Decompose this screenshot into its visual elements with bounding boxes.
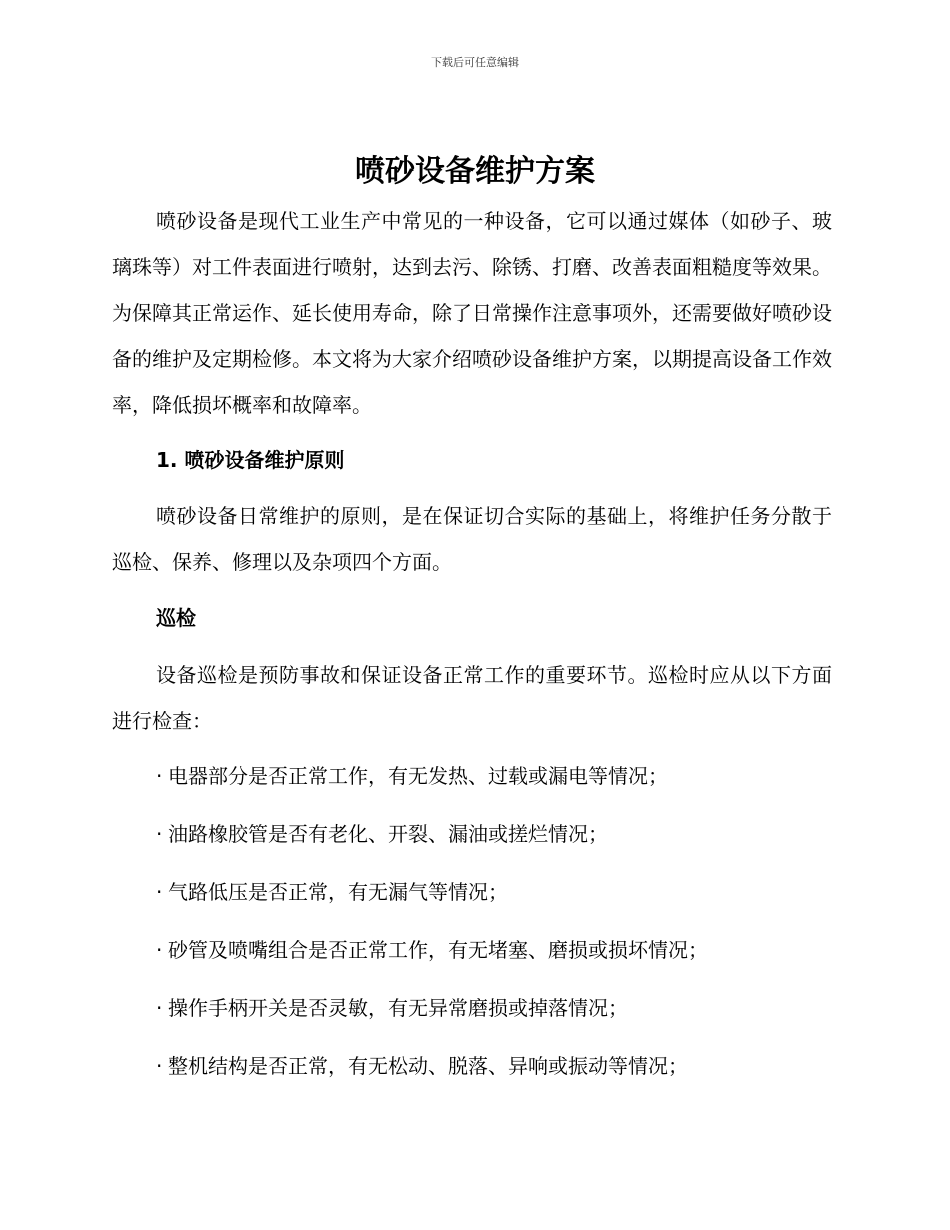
- list-item-text: 油路橡胶管是否有老化、开裂、漏油或搓烂情况；: [168, 822, 608, 846]
- bullet-marker: ·: [156, 880, 163, 904]
- list-item: [156, 819, 836, 849]
- section-heading-principles: 1. 喷砂设备维护原则: [156, 448, 345, 472]
- list-item-text: 整机结构是否正常，有无松动、脱落、异响或振动等情况；: [168, 1054, 688, 1078]
- list-item-text: 电器部分是否正常工作，有无发热、过载或漏电等情况；: [168, 764, 668, 788]
- principles-paragraph: 喷砂设备日常维护的原则，是在保证切合实际的基础上，将维护任务分散于巡检、保养、修理以及杂项四个方面。: [112, 504, 832, 574]
- inspection-paragraph: 设备巡检是预防事故和保证设备正常工作的重要环节。巡检时应从以下方面进行检查：: [112, 663, 832, 733]
- section-heading-inspection: 巡检: [156, 606, 196, 630]
- list-item-text: 砂管及喷嘴组合是否正常工作，有无堵塞、磨损或损坏情况；: [168, 938, 708, 962]
- bullet-marker: ·: [156, 1054, 163, 1078]
- list-item-text: 气路低压是否正常，有无漏气等情况；: [168, 880, 508, 904]
- list-item: [156, 761, 836, 791]
- bullet-marker: ·: [156, 764, 163, 788]
- list-item: [156, 935, 836, 965]
- list-item: [156, 993, 836, 1023]
- bullet-marker: ·: [156, 996, 163, 1020]
- list-item: [156, 877, 836, 907]
- bullet-marker: ·: [156, 822, 163, 846]
- document-title: 喷砂设备维护方案: [355, 154, 595, 189]
- list-item: [156, 1051, 836, 1081]
- intro-paragraph: 喷砂设备是现代工业生产中常见的一种设备，它可以通过媒体（如砂子、玻璃珠等）对工件表面进行喷射，达到去污、除锈、打磨、改善表面粗糙度等效果。为保障其正常运作、延长使用寿命，除了日常操作注意事项外，还需要做好喷砂设备的维护及定期检修。本文将为大家介绍喷砂设备维护方案，以期提高设备工作效率，降低损坏概率和故障率。: [112, 209, 832, 417]
- page-header-note: 下载后可任意编辑: [431, 56, 519, 69]
- list-item-text: 操作手柄开关是否灵敏，有无异常磨损或掉落情况；: [168, 996, 628, 1020]
- bullet-marker: ·: [156, 938, 163, 962]
